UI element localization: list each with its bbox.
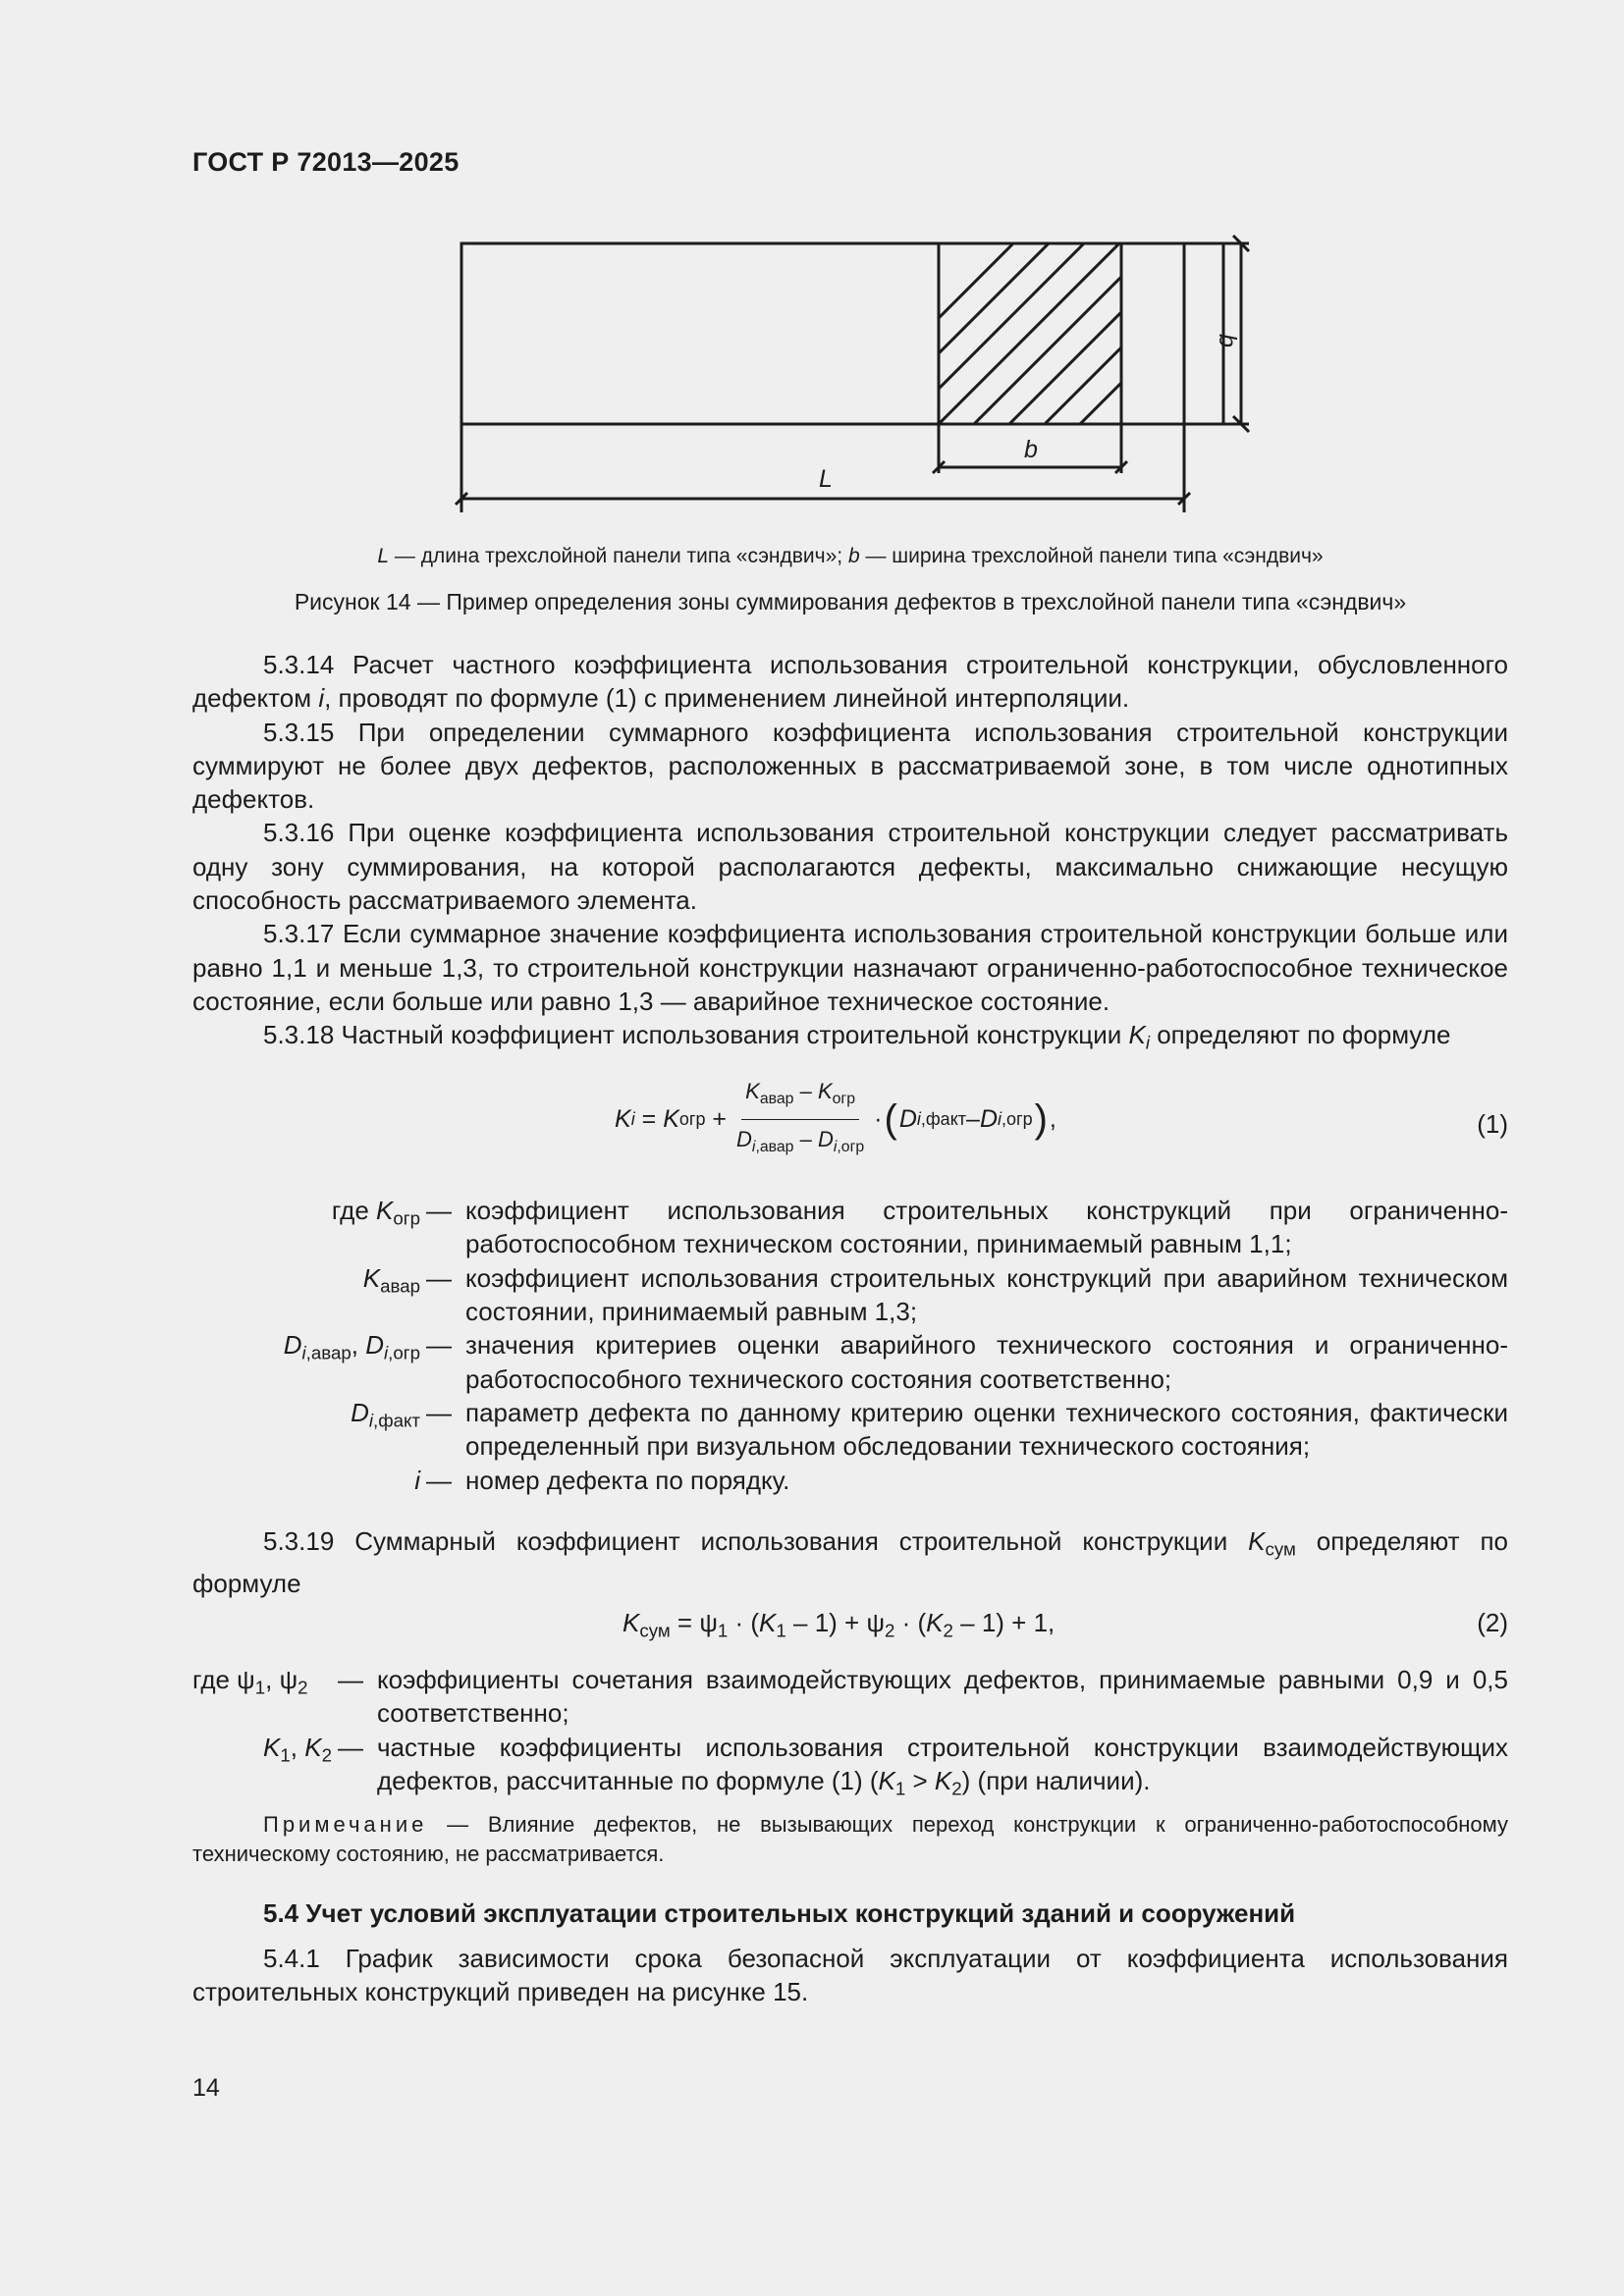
figure-legend bbox=[192, 545, 1508, 568]
def-k-avar: коэффициент использования строительных конструкций при аварийном техническом состоянии, принимаемый равным 1,3; bbox=[465, 1262, 1508, 1327]
figure-14-diagram bbox=[432, 224, 1276, 518]
section-5-4-heading: 5.4 Учет условий эксплуатации строительных конструкций зданий и сооружений bbox=[263, 1897, 1296, 1928]
note-text: — Влияние дефектов, не вызывающих переход конструкции к ограниченно-работоспособному техническому состоянию, не рассматривается. bbox=[192, 1811, 1508, 1866]
paragraph-5-3-16: 5.3.16 При оценке коэффициента использования строительной конструкции следует рассматривать одну зону суммирования, на которой располагаются дефекты, максимально снижающие несущую способность рассматриваемого элемента. bbox=[192, 818, 1508, 916]
def-psi: коэффициенты сочетания взаимодействующих дефектов, принимаемые равными 0,9 и 0,5 соответственно; bbox=[377, 1665, 1508, 1729]
def-k1-k2: частные коэффициенты использования строительной конструкции взаимодействующих дефектов, рассчитанные по формуле (1) $(K_1 > K_2)$ (при наличии). bbox=[377, 1732, 1508, 1799]
page-number: 14 bbox=[192, 2074, 220, 2102]
note bbox=[192, 1810, 1508, 1869]
figure-caption: Рисунок 14 — Пример определения зоны суммирования дефектов в трехслойной панели типа «сэндвич» bbox=[294, 589, 1407, 614]
paragraph-5-3-18: 5.3.18 Частный коэффициент использования строительной конструкции $K_i$ определяют по формуле bbox=[263, 1020, 1451, 1053]
legend-text-L: — длина трехслойной панели типа «сэндвич»; bbox=[389, 545, 848, 567]
def-i: номер дефекта по порядку. bbox=[465, 1465, 790, 1495]
formula-2-definitions: где $\psi_1$, $\psi_2$ — коэффициенты сочетания взаимодействующих дефектов, принимаемые равными 0,9 и 0,5 соответственно; $K_1$, $K_2$ — частные коэффициенты использования строительной конструкции взаимодействующих дефектов, рассчитанные по формуле (1) $(K_1 > K_2)$ (при наличии). bbox=[192, 1663, 1508, 1806]
paragraph-5-4-1: 5.4.1 График зависимости срока безопасной эксплуатации от коэффициента использования строительных конструкций приведен на рисунке 15. bbox=[192, 1944, 1508, 2007]
paragraph-5-3-14: 5.3.14 Расчет частного коэффициента использования строительной конструкции, обусловленного дефектом i, проводят по формуле (1) с применением линейной интерполяции. bbox=[192, 650, 1508, 714]
legend-symbol-L: L bbox=[377, 545, 390, 567]
legend-text-b: — ширина трехслойной панели типа «сэндвич» bbox=[859, 545, 1324, 567]
formula-2: $K_{сум} = \psi_1 \cdot (K_1 - 1) + \psi_2 \cdot (K_2 - 1) + 1$, (2) bbox=[623, 1608, 1508, 1641]
note-label: Примечание bbox=[263, 1811, 428, 1837]
legend-symbol-b: b bbox=[847, 545, 860, 567]
label-L: L bbox=[819, 465, 833, 493]
hatched-zone bbox=[797, 243, 1261, 459]
label-b-bottom: b bbox=[1024, 436, 1038, 463]
paragraph-5-3-17: 5.3.17 Если суммарное значение коэффициента использования строительной конструкции больше или равно 1,1 и меньше 1,3, то строительной конструкции назначают ограниченно-работоспособное техническое состояние, если больше или равно 1,3 — аварийное техническое состояние. bbox=[192, 919, 1508, 1016]
def-k-ogr: коэффициент использования строительных конструкций при ограниченно-работоспособном техническом состоянии, принимаемый равным 1,1; bbox=[465, 1196, 1508, 1259]
main-text bbox=[192, 648, 1508, 2009]
paragraph-5-3-15: 5.3.15 При определении суммарного коэффициента использования строительной конструкции суммируют не более двух дефектов, расположенных в рассматриваемой зоне, в том числе однотипных дефектов. bbox=[192, 717, 1508, 815]
paragraph-5-3-19: 5.3.19 Суммарный коэффициент использования строительной конструкции $K_{сум}$ определяют по формуле bbox=[192, 1525, 1508, 1598]
document-header: ГОСТ Р 72013—2025 bbox=[192, 147, 460, 177]
formula-2-number: (2) bbox=[1477, 1608, 1508, 1638]
formula-1: K i = K огр + $\frac{K_{авар} - K_{огр}}{D_{i,авар} - D_{i,огр}}$ · ( D i,факт – D i,огр ) , (1) bbox=[192, 1078, 1508, 1166]
formula-1-definitions: где $K_{огр}$ — коэффициент использования строительных конструкций при ограниченно-работоспособном техническом состоянии, принимаемый равным 1,1; $K_{авар}$ — коэффициент использования строительных конструкций при аварийном техническом состоянии, принимаемый равным 1,3; $D_{i,авар}$, $D_{i,огр}$ — значения критериев оценки аварийного технического состояния и ограниченно-работоспособного технического состояния соответственно; $D_{i,факт}$ — параметр дефекта по данному критерию оценки технического состояния, фактически определенный при визуальном обследовании технического состояния; i — номер дефекта по порядку. bbox=[192, 1194, 1508, 1497]
label-b-side: b bbox=[1214, 334, 1241, 347]
formula-1-number: (1) bbox=[1477, 1109, 1508, 1140]
def-d-criteria: значения критериев оценки аварийного технического состояния и ограниченно-работоспособного технического состояния соответственно; bbox=[465, 1330, 1508, 1394]
def-d-fact: параметр дефекта по данному критерию оценки технического состояния, фактически определенный при визуальном обследовании технического состояния; bbox=[465, 1397, 1508, 1462]
